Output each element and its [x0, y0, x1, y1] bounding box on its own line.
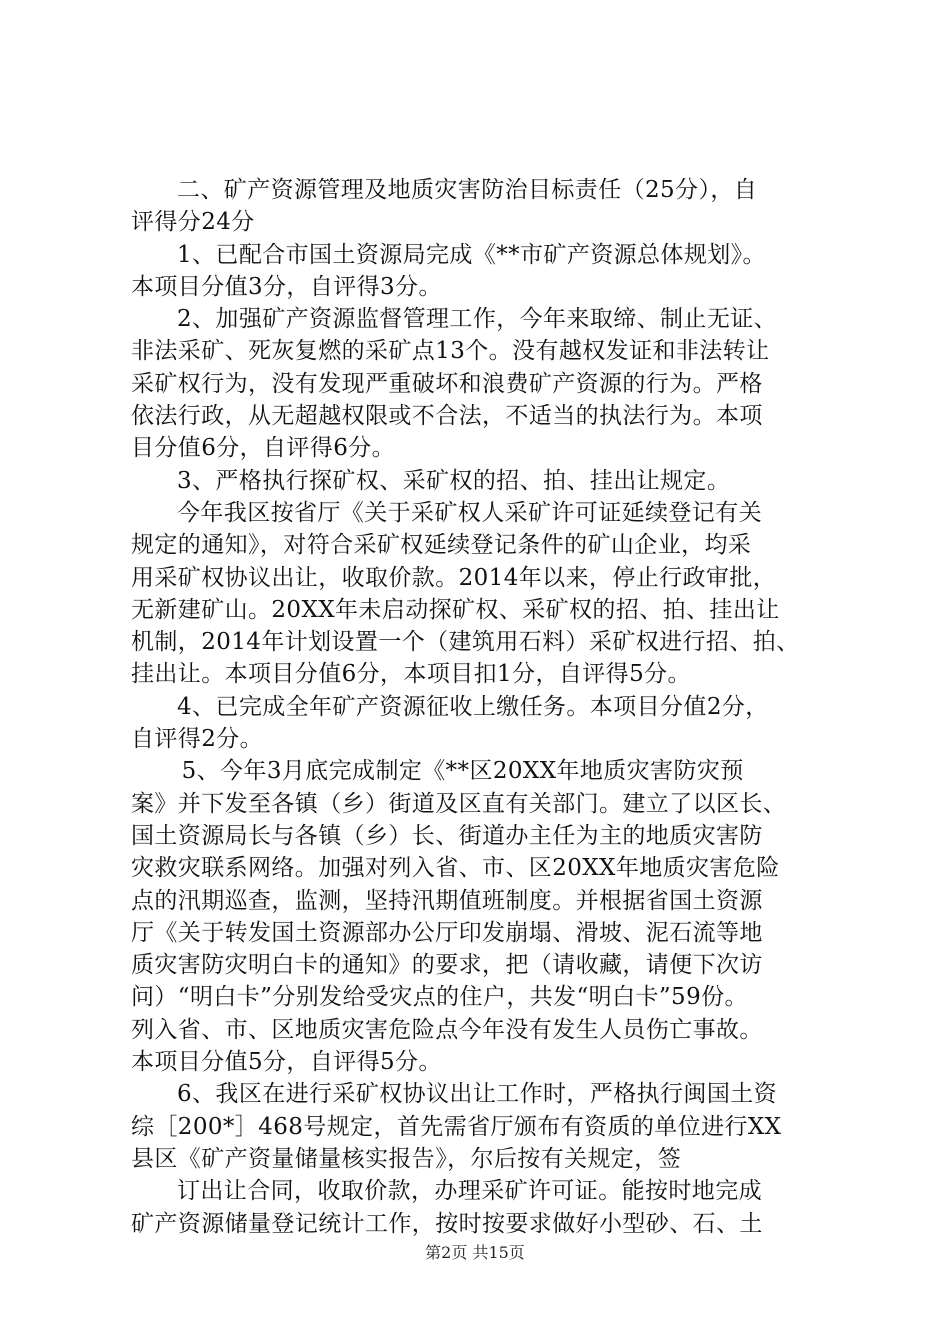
- text-line: 机制，2014年计划设置一个（建筑用石料）采矿权进行招、拍、: [131, 629, 800, 656]
- text-line: 评得分24分: [131, 209, 255, 236]
- text-line: 二、矿产资源管理及地质灾害防治目标责任（25分），自: [177, 177, 758, 203]
- text-line: 订出让合同，收取价款，办理采矿许可证。能按时地完成: [177, 1178, 762, 1205]
- text-line: 厅《关于转发国土资源部办公厅印发崩塌、滑坡、泥石流等地: [131, 919, 763, 946]
- text-line: 4、已完成全年矿产资源征收上缴任务。本项目分值2分，: [177, 693, 769, 720]
- text-line: 1、已配合市国土资源局完成《**市矿产资源总体规划》。: [177, 241, 766, 268]
- text-line: 质灾害防灾明白卡的通知》的要求，把（请收藏，请便下次访: [131, 952, 763, 979]
- text-line: 列入省、市、区地质灾害危险点今年没有发生人员伤亡事故。: [131, 1016, 763, 1043]
- page-footer: 第2页 共15页: [425, 1243, 525, 1262]
- text-line: 采矿权行为，没有发现严重破坏和浪费矿产资源的行为。严格: [131, 370, 763, 397]
- text-line: 自评得2分。: [131, 726, 264, 753]
- text-line: 本项目分值5分，自评得5分。: [131, 1049, 442, 1076]
- text-line: 规定的通知》，对符合采矿权延续登记条件的矿山企业，均采: [131, 532, 752, 559]
- text-line: 3、严格执行探矿权、采矿权的招、拍、挂出让规定。: [177, 467, 731, 494]
- text-line: 6、我区在进行采矿权协议出让工作时，严格执行闽国土资: [177, 1081, 778, 1108]
- text-line: 国土资源局长与各镇（乡）长、街道办主任为主的地质灾害防: [131, 822, 763, 849]
- text-line: 灾救灾联系网络。加强对列入省、市、区20XX年地质灾害危险: [131, 855, 780, 882]
- text-line: 非法采矿、死灰复燃的采矿点13个。没有越权发证和非法转让: [131, 338, 770, 365]
- text-line: 无新建矿山。20XX年未启动探矿权、采矿权的招、拍、挂出让: [131, 596, 780, 623]
- text-line: 挂出让。本项目分值6分，本项目扣1分，自评得5分。: [131, 661, 691, 688]
- text-line: 问）“明白卡”分别发给受灾点的住户，共发“明白卡”59份。: [131, 984, 748, 1011]
- text-line: 点的汛期巡查，监测，坚持汛期值班制度。并根据省国土资源: [131, 887, 763, 914]
- text-line: 案》并下发至各镇（乡）街道及区直有关部门。建立了以区长、: [131, 790, 787, 817]
- text-line: 2、加强矿产资源监督管理工作，今年来取缔、制止无证、: [177, 306, 778, 333]
- text-line: 用采矿权协议出让，收取价款。2014年以来，停止行政审批，: [131, 564, 777, 591]
- text-line: 依法行政，从无超越权限或不合法，不适当的执法行为。本项: [131, 403, 763, 430]
- text-line: 县区《矿产资量储量核实报告》，尔后按有关规定，签: [131, 1145, 682, 1172]
- text-line: 本项目分值3分，自评得3分。: [131, 273, 442, 300]
- text-line: 5、今年3月底完成制定《**区20XX年地质灾害防灾预: [181, 758, 744, 785]
- text-line: 矿产资源储量登记统计工作，按时按要求做好小型砂、石、土: [131, 1210, 763, 1237]
- document-body: [131, 174, 831, 1240]
- text-line: 综［200*］468号规定，首先需省厅颁布有资质的单位进行XX: [131, 1113, 782, 1140]
- text-line: 今年我区按省厅《关于采矿权人采矿许可证延续登记有关: [177, 499, 762, 526]
- text-line: 目分值6分，自评得6分。: [131, 435, 396, 462]
